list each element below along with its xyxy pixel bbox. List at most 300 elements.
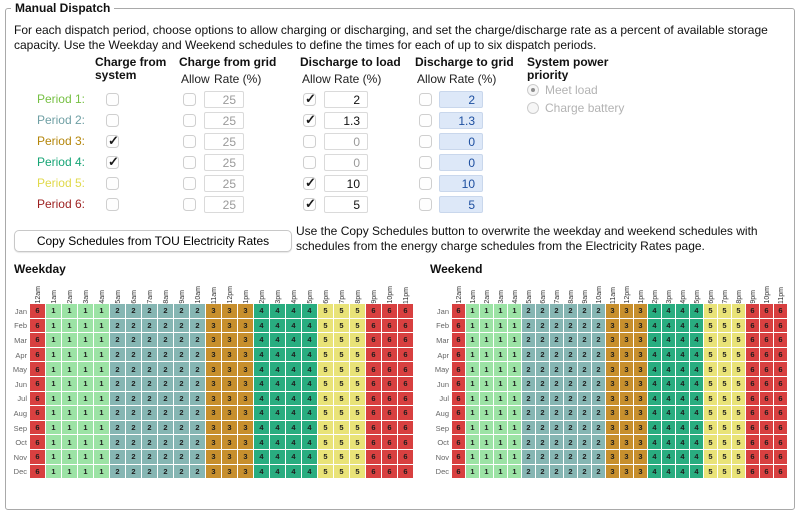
schedule-cell[interactable]: 4 [302, 450, 318, 465]
schedule-cell[interactable]: 6 [366, 362, 382, 377]
schedule-cell[interactable]: 2 [522, 435, 536, 450]
schedule-cell[interactable]: 2 [126, 450, 142, 465]
schedule-cell[interactable]: 4 [254, 362, 270, 377]
schedule-cell[interactable]: 2 [110, 450, 126, 465]
schedule-cell[interactable]: 6 [760, 362, 774, 377]
schedule-cell[interactable]: 2 [522, 406, 536, 421]
schedule-cell[interactable]: 3 [634, 406, 648, 421]
schedule-cell[interactable]: 5 [732, 406, 746, 421]
schedule-cell[interactable]: 3 [606, 406, 620, 421]
schedule-cell[interactable]: 4 [270, 304, 286, 319]
schedule-cell[interactable]: 4 [676, 392, 690, 407]
schedule-cell[interactable]: 2 [564, 392, 578, 407]
schedule-cell[interactable]: 1 [494, 435, 508, 450]
schedule-cell[interactable]: 6 [452, 362, 466, 377]
schedule-cell[interactable]: 2 [190, 362, 206, 377]
schedule-cell[interactable]: 5 [334, 348, 350, 363]
schedule-cell[interactable]: 2 [158, 421, 174, 436]
schedule-cell[interactable]: 6 [746, 348, 760, 363]
discharge-to-load-allow-checkbox[interactable] [303, 198, 316, 211]
schedule-cell[interactable]: 2 [142, 319, 158, 334]
schedule-cell[interactable]: 4 [302, 319, 318, 334]
schedule-cell[interactable]: 5 [318, 465, 334, 480]
discharge-to-grid-allow-checkbox[interactable] [419, 156, 432, 169]
schedule-cell[interactable]: 2 [126, 362, 142, 377]
schedule-cell[interactable]: 2 [536, 362, 550, 377]
schedule-cell[interactable]: 3 [206, 319, 222, 334]
schedule-cell[interactable]: 2 [190, 392, 206, 407]
schedule-cell[interactable]: 2 [190, 333, 206, 348]
discharge-to-load-rate-input[interactable] [324, 196, 368, 213]
schedule-cell[interactable]: 3 [620, 435, 634, 450]
schedule-cell[interactable]: 3 [222, 435, 238, 450]
schedule-cell[interactable]: 1 [46, 377, 62, 392]
schedule-cell[interactable]: 4 [648, 421, 662, 436]
schedule-cell[interactable]: 1 [466, 362, 480, 377]
schedule-cell[interactable]: 6 [398, 319, 414, 334]
schedule-cell[interactable]: 2 [578, 319, 592, 334]
schedule-cell[interactable]: 6 [452, 348, 466, 363]
schedule-cell[interactable]: 4 [286, 421, 302, 436]
schedule-cell[interactable]: 5 [350, 319, 366, 334]
schedule-cell[interactable]: 1 [46, 450, 62, 465]
schedule-cell[interactable]: 1 [508, 333, 522, 348]
schedule-cell[interactable]: 6 [382, 348, 398, 363]
schedule-cell[interactable]: 4 [254, 348, 270, 363]
schedule-cell[interactable]: 6 [746, 421, 760, 436]
schedule-cell[interactable]: 3 [634, 435, 648, 450]
schedule-cell[interactable]: 5 [718, 421, 732, 436]
schedule-cell[interactable]: 5 [350, 421, 366, 436]
schedule-cell[interactable]: 4 [676, 362, 690, 377]
schedule-cell[interactable]: 4 [676, 304, 690, 319]
schedule-cell[interactable]: 2 [126, 304, 142, 319]
schedule-cell[interactable]: 2 [126, 406, 142, 421]
schedule-cell[interactable]: 6 [452, 392, 466, 407]
schedule-cell[interactable]: 6 [366, 450, 382, 465]
schedule-cell[interactable]: 5 [732, 333, 746, 348]
schedule-cell[interactable]: 2 [536, 348, 550, 363]
schedule-cell[interactable]: 2 [142, 406, 158, 421]
schedule-cell[interactable]: 2 [522, 319, 536, 334]
schedule-cell[interactable]: 4 [662, 392, 676, 407]
schedule-cell[interactable]: 1 [94, 319, 110, 334]
schedule-cell[interactable]: 1 [62, 333, 78, 348]
schedule-cell[interactable]: 5 [334, 421, 350, 436]
schedule-cell[interactable]: 1 [62, 319, 78, 334]
charge-from-grid-allow-checkbox[interactable] [183, 114, 196, 127]
schedule-cell[interactable]: 6 [398, 362, 414, 377]
schedule-cell[interactable]: 6 [398, 435, 414, 450]
schedule-cell[interactable]: 4 [254, 392, 270, 407]
schedule-cell[interactable]: 3 [606, 392, 620, 407]
schedule-cell[interactable]: 6 [382, 406, 398, 421]
schedule-cell[interactable]: 4 [676, 377, 690, 392]
schedule-cell[interactable]: 2 [592, 377, 606, 392]
schedule-cell[interactable]: 2 [564, 406, 578, 421]
schedule-cell[interactable]: 2 [174, 319, 190, 334]
schedule-cell[interactable]: 4 [270, 465, 286, 480]
schedule-cell[interactable]: 3 [238, 435, 254, 450]
schedule-cell[interactable]: 1 [466, 465, 480, 480]
schedule-cell[interactable]: 6 [398, 304, 414, 319]
schedule-cell[interactable]: 2 [536, 421, 550, 436]
schedule-cell[interactable]: 2 [522, 421, 536, 436]
schedule-cell[interactable]: 6 [366, 319, 382, 334]
schedule-cell[interactable]: 4 [648, 406, 662, 421]
schedule-cell[interactable]: 2 [592, 435, 606, 450]
schedule-cell[interactable]: 2 [126, 319, 142, 334]
schedule-cell[interactable]: 1 [508, 362, 522, 377]
schedule-cell[interactable]: 2 [142, 304, 158, 319]
schedule-cell[interactable]: 6 [774, 377, 788, 392]
schedule-cell[interactable]: 4 [302, 304, 318, 319]
schedule-cell[interactable]: 1 [46, 304, 62, 319]
discharge-to-grid-allow-checkbox[interactable] [419, 135, 432, 148]
schedule-cell[interactable]: 6 [398, 465, 414, 480]
schedule-cell[interactable]: 2 [174, 377, 190, 392]
schedule-cell[interactable]: 2 [190, 304, 206, 319]
schedule-cell[interactable]: 1 [62, 450, 78, 465]
schedule-cell[interactable]: 3 [620, 377, 634, 392]
schedule-cell[interactable]: 5 [718, 348, 732, 363]
schedule-cell[interactable]: 6 [760, 304, 774, 319]
schedule-cell[interactable]: 3 [620, 406, 634, 421]
schedule-cell[interactable]: 4 [662, 333, 676, 348]
discharge-to-load-rate-input[interactable] [324, 175, 368, 192]
schedule-cell[interactable]: 2 [522, 362, 536, 377]
discharge-to-load-rate-input[interactable] [324, 112, 368, 129]
schedule-cell[interactable]: 6 [760, 421, 774, 436]
schedule-cell[interactable]: 2 [522, 348, 536, 363]
schedule-cell[interactable]: 1 [62, 406, 78, 421]
schedule-cell[interactable]: 1 [508, 319, 522, 334]
schedule-cell[interactable]: 5 [718, 304, 732, 319]
schedule-cell[interactable]: 2 [110, 304, 126, 319]
schedule-cell[interactable]: 4 [286, 333, 302, 348]
schedule-cell[interactable]: 2 [142, 377, 158, 392]
schedule-cell[interactable]: 6 [398, 450, 414, 465]
schedule-cell[interactable]: 1 [94, 377, 110, 392]
schedule-cell[interactable]: 4 [690, 377, 704, 392]
schedule-cell[interactable]: 4 [254, 450, 270, 465]
schedule-cell[interactable]: 1 [466, 392, 480, 407]
schedule-cell[interactable]: 3 [238, 421, 254, 436]
schedule-cell[interactable]: 4 [676, 406, 690, 421]
schedule-cell[interactable]: 1 [94, 450, 110, 465]
schedule-cell[interactable]: 6 [746, 392, 760, 407]
charge-from-system-checkbox[interactable] [106, 114, 119, 127]
schedule-cell[interactable]: 3 [606, 377, 620, 392]
schedule-cell[interactable]: 3 [222, 450, 238, 465]
schedule-cell[interactable]: 2 [592, 304, 606, 319]
schedule-cell[interactable]: 4 [648, 377, 662, 392]
schedule-cell[interactable]: 1 [508, 377, 522, 392]
schedule-cell[interactable]: 6 [382, 304, 398, 319]
schedule-cell[interactable]: 2 [158, 333, 174, 348]
schedule-cell[interactable]: 1 [62, 304, 78, 319]
schedule-cell[interactable]: 2 [536, 435, 550, 450]
schedule-cell[interactable]: 5 [732, 362, 746, 377]
schedule-cell[interactable]: 5 [704, 319, 718, 334]
schedule-cell[interactable]: 2 [110, 435, 126, 450]
schedule-cell[interactable]: 4 [302, 435, 318, 450]
schedule-cell[interactable]: 4 [302, 348, 318, 363]
schedule-cell[interactable]: 3 [606, 435, 620, 450]
schedule-cell[interactable]: 2 [578, 377, 592, 392]
schedule-cell[interactable]: 4 [270, 435, 286, 450]
schedule-cell[interactable]: 1 [466, 377, 480, 392]
schedule-cell[interactable]: 5 [732, 304, 746, 319]
schedule-cell[interactable]: 4 [254, 435, 270, 450]
schedule-cell[interactable]: 1 [78, 333, 94, 348]
schedule-cell[interactable]: 5 [718, 333, 732, 348]
schedule-cell[interactable]: 6 [760, 406, 774, 421]
schedule-cell[interactable]: 2 [142, 465, 158, 480]
schedule-cell[interactable]: 1 [480, 435, 494, 450]
schedule-cell[interactable]: 6 [382, 333, 398, 348]
schedule-cell[interactable]: 5 [732, 450, 746, 465]
schedule-cell[interactable]: 5 [318, 450, 334, 465]
schedule-cell[interactable]: 6 [746, 406, 760, 421]
schedule-cell[interactable]: 3 [620, 348, 634, 363]
schedule-cell[interactable]: 5 [732, 348, 746, 363]
schedule-cell[interactable]: 1 [94, 421, 110, 436]
discharge-to-load-allow-checkbox[interactable] [303, 93, 316, 106]
schedule-cell[interactable]: 6 [30, 421, 46, 436]
schedule-cell[interactable]: 5 [704, 392, 718, 407]
schedule-cell[interactable]: 2 [592, 465, 606, 480]
schedule-cell[interactable]: 4 [690, 465, 704, 480]
schedule-cell[interactable]: 1 [508, 406, 522, 421]
copy-schedules-button[interactable]: Copy Schedules from TOU Electricity Rates [14, 230, 292, 252]
schedule-cell[interactable]: 2 [126, 421, 142, 436]
schedule-cell[interactable]: 6 [366, 333, 382, 348]
schedule-cell[interactable]: 2 [190, 377, 206, 392]
schedule-cell[interactable]: 2 [550, 333, 564, 348]
schedule-cell[interactable]: 4 [676, 435, 690, 450]
schedule-cell[interactable]: 4 [302, 392, 318, 407]
schedule-cell[interactable]: 4 [302, 377, 318, 392]
schedule-cell[interactable]: 5 [318, 333, 334, 348]
schedule-cell[interactable]: 6 [452, 377, 466, 392]
schedule-cell[interactable]: 1 [46, 348, 62, 363]
schedule-cell[interactable]: 1 [466, 421, 480, 436]
schedule-cell[interactable]: 6 [746, 319, 760, 334]
schedule-cell[interactable]: 2 [142, 421, 158, 436]
schedule-cell[interactable]: 5 [704, 362, 718, 377]
schedule-cell[interactable]: 2 [174, 465, 190, 480]
schedule-cell[interactable]: 6 [382, 362, 398, 377]
schedule-cell[interactable]: 6 [746, 377, 760, 392]
schedule-cell[interactable]: 6 [760, 450, 774, 465]
schedule-cell[interactable]: 2 [110, 406, 126, 421]
schedule-cell[interactable]: 6 [452, 421, 466, 436]
schedule-cell[interactable]: 4 [286, 304, 302, 319]
schedule-cell[interactable]: 5 [334, 465, 350, 480]
schedule-cell[interactable]: 2 [126, 392, 142, 407]
schedule-cell[interactable]: 2 [174, 392, 190, 407]
schedule-cell[interactable]: 1 [46, 406, 62, 421]
charge-from-system-checkbox[interactable] [106, 93, 119, 106]
schedule-cell[interactable]: 3 [634, 319, 648, 334]
schedule-cell[interactable]: 5 [350, 450, 366, 465]
schedule-cell[interactable]: 6 [30, 392, 46, 407]
schedule-cell[interactable]: 1 [494, 465, 508, 480]
schedule-cell[interactable]: 6 [452, 450, 466, 465]
schedule-cell[interactable]: 3 [222, 377, 238, 392]
schedule-cell[interactable]: 5 [704, 333, 718, 348]
schedule-cell[interactable]: 1 [494, 362, 508, 377]
schedule-cell[interactable]: 3 [634, 362, 648, 377]
schedule-cell[interactable]: 5 [334, 377, 350, 392]
schedule-cell[interactable]: 1 [480, 421, 494, 436]
schedule-cell[interactable]: 2 [190, 348, 206, 363]
schedule-cell[interactable]: 2 [522, 304, 536, 319]
schedule-cell[interactable]: 3 [206, 450, 222, 465]
schedule-cell[interactable]: 6 [774, 421, 788, 436]
schedule-cell[interactable]: 5 [718, 319, 732, 334]
schedule-cell[interactable]: 1 [494, 421, 508, 436]
schedule-cell[interactable]: 1 [508, 421, 522, 436]
schedule-cell[interactable]: 1 [62, 377, 78, 392]
schedule-cell[interactable]: 5 [318, 421, 334, 436]
schedule-cell[interactable]: 2 [550, 377, 564, 392]
schedule-cell[interactable]: 4 [690, 435, 704, 450]
discharge-to-grid-allow-checkbox[interactable] [419, 114, 432, 127]
schedule-cell[interactable]: 4 [648, 362, 662, 377]
schedule-cell[interactable]: 6 [382, 450, 398, 465]
schedule-cell[interactable]: 4 [648, 450, 662, 465]
schedule-cell[interactable]: 4 [690, 333, 704, 348]
schedule-cell[interactable]: 3 [222, 304, 238, 319]
schedule-cell[interactable]: 6 [774, 450, 788, 465]
schedule-cell[interactable]: 2 [522, 333, 536, 348]
charge-from-grid-allow-checkbox[interactable] [183, 177, 196, 190]
schedule-cell[interactable]: 2 [592, 362, 606, 377]
schedule-cell[interactable]: 5 [350, 377, 366, 392]
schedule-cell[interactable]: 2 [536, 465, 550, 480]
schedule-cell[interactable]: 4 [254, 465, 270, 480]
schedule-cell[interactable]: 2 [190, 450, 206, 465]
schedule-cell[interactable]: 2 [110, 319, 126, 334]
schedule-cell[interactable]: 6 [760, 348, 774, 363]
schedule-cell[interactable]: 3 [634, 304, 648, 319]
schedule-cell[interactable]: 2 [564, 450, 578, 465]
charge-from-system-checkbox[interactable] [106, 135, 119, 148]
schedule-cell[interactable]: 4 [648, 333, 662, 348]
schedule-cell[interactable]: 4 [270, 406, 286, 421]
schedule-cell[interactable]: 1 [494, 319, 508, 334]
schedule-cell[interactable]: 3 [238, 406, 254, 421]
schedule-cell[interactable]: 5 [732, 319, 746, 334]
schedule-cell[interactable]: 2 [158, 362, 174, 377]
discharge-to-load-allow-checkbox[interactable] [303, 177, 316, 190]
schedule-cell[interactable]: 4 [648, 304, 662, 319]
schedule-cell[interactable]: 5 [318, 319, 334, 334]
schedule-cell[interactable]: 2 [174, 406, 190, 421]
schedule-cell[interactable]: 1 [94, 348, 110, 363]
schedule-cell[interactable]: 2 [578, 435, 592, 450]
schedule-cell[interactable]: 1 [78, 377, 94, 392]
schedule-cell[interactable]: 2 [158, 435, 174, 450]
schedule-cell[interactable]: 6 [760, 319, 774, 334]
schedule-cell[interactable]: 3 [238, 392, 254, 407]
schedule-cell[interactable]: 2 [564, 421, 578, 436]
schedule-cell[interactable]: 2 [536, 450, 550, 465]
schedule-cell[interactable]: 1 [466, 304, 480, 319]
schedule-cell[interactable]: 3 [222, 421, 238, 436]
schedule-cell[interactable]: 2 [550, 362, 564, 377]
schedule-cell[interactable]: 5 [718, 392, 732, 407]
schedule-cell[interactable]: 6 [746, 465, 760, 480]
schedule-cell[interactable]: 2 [564, 435, 578, 450]
schedule-cell[interactable]: 5 [732, 392, 746, 407]
schedule-cell[interactable]: 5 [704, 304, 718, 319]
schedule-cell[interactable]: 1 [508, 435, 522, 450]
schedule-cell[interactable]: 4 [676, 319, 690, 334]
schedule-cell[interactable]: 1 [78, 319, 94, 334]
schedule-cell[interactable]: 2 [592, 348, 606, 363]
schedule-cell[interactable]: 3 [620, 465, 634, 480]
schedule-cell[interactable]: 1 [466, 348, 480, 363]
charge-from-grid-allow-checkbox[interactable] [183, 156, 196, 169]
schedule-cell[interactable]: 1 [46, 333, 62, 348]
schedule-cell[interactable]: 1 [62, 421, 78, 436]
schedule-cell[interactable]: 1 [62, 435, 78, 450]
schedule-cell[interactable]: 4 [676, 421, 690, 436]
schedule-cell[interactable]: 4 [270, 333, 286, 348]
schedule-cell[interactable]: 4 [254, 406, 270, 421]
schedule-cell[interactable]: 1 [78, 348, 94, 363]
schedule-cell[interactable]: 1 [494, 406, 508, 421]
schedule-cell[interactable]: 4 [676, 333, 690, 348]
schedule-cell[interactable]: 1 [508, 450, 522, 465]
schedule-cell[interactable]: 2 [564, 377, 578, 392]
schedule-cell[interactable]: 2 [592, 421, 606, 436]
schedule-cell[interactable]: 3 [606, 465, 620, 480]
schedule-cell[interactable]: 5 [334, 450, 350, 465]
schedule-cell[interactable]: 2 [564, 362, 578, 377]
schedule-cell[interactable]: 2 [550, 348, 564, 363]
schedule-cell[interactable]: 4 [270, 450, 286, 465]
schedule-cell[interactable]: 5 [718, 406, 732, 421]
discharge-to-load-allow-checkbox[interactable] [303, 114, 316, 127]
schedule-cell[interactable]: 1 [94, 304, 110, 319]
schedule-cell[interactable]: 6 [760, 465, 774, 480]
schedule-cell[interactable]: 3 [222, 333, 238, 348]
schedule-cell[interactable]: 2 [126, 435, 142, 450]
schedule-cell[interactable]: 2 [550, 421, 564, 436]
schedule-cell[interactable]: 4 [676, 348, 690, 363]
schedule-cell[interactable]: 6 [746, 304, 760, 319]
schedule-cell[interactable]: 2 [564, 319, 578, 334]
schedule-cell[interactable]: 4 [286, 392, 302, 407]
schedule-cell[interactable]: 6 [746, 435, 760, 450]
schedule-cell[interactable]: 4 [676, 465, 690, 480]
schedule-cell[interactable]: 6 [398, 421, 414, 436]
schedule-cell[interactable]: 3 [206, 377, 222, 392]
discharge-to-grid-allow-checkbox[interactable] [419, 198, 432, 211]
schedule-cell[interactable]: 1 [494, 304, 508, 319]
schedule-cell[interactable]: 6 [382, 377, 398, 392]
discharge-to-load-rate-input[interactable] [324, 91, 368, 108]
schedule-cell[interactable]: 1 [78, 406, 94, 421]
schedule-cell[interactable]: 1 [78, 465, 94, 480]
schedule-cell[interactable]: 6 [382, 392, 398, 407]
schedule-cell[interactable]: 6 [366, 435, 382, 450]
schedule-cell[interactable]: 3 [634, 392, 648, 407]
